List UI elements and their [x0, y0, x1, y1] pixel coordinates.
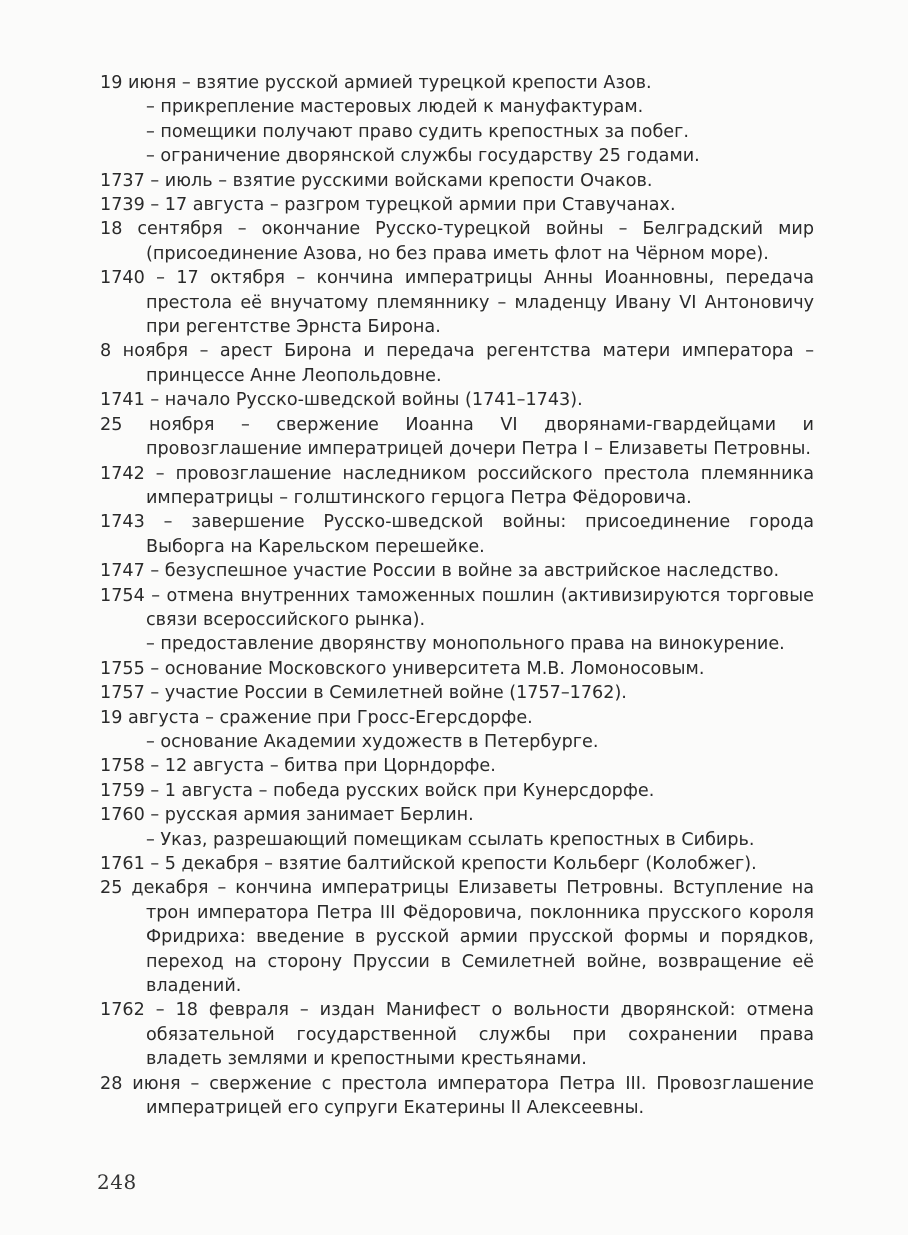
- chronology-entry: 1740 – 17 октября – кончина императрицы Анны Иоанновны, передача престола её внучатому племяннику – младенцу Ивану VI Антоновичу при регентстве Эрнста Бирона.: [100, 268, 814, 338]
- chronology-entry: 25 декабря – кончина императрицы Елизаветы Петровны. Вступление на трон императора Петра III Фёдоровича, поклонника прусского короля Фридриха: введение в русской армии прусской формы и порядков, переход на сторону Пруссии в Семилетней войне, возвращение её владений.: [100, 878, 814, 997]
- chronology-entry: 1760 – русская армия занимает Берлин.: [100, 805, 474, 826]
- chronology-entry: 1755 – основание Московского университета М.В. Ломоносовым.: [100, 658, 705, 679]
- chronology-entry: 1747 – безуспешное участие России в войне за австрийское наследство.: [100, 561, 780, 582]
- chronology-entry: 1758 – 12 августа – битва при Цорндорфе.: [100, 756, 496, 777]
- chronology-entry: 1739 – 17 августа – разгром турецкой армии при Ставучанах.: [100, 195, 676, 216]
- chronology-entry: 19 августа – сражение при Гросс-Егерсдорфе.: [100, 707, 533, 728]
- chronology-entry: 1741 – начало Русско-шведской войны (1741–1743).: [100, 390, 583, 411]
- chronology-entry: 1762 – 18 февраля – издан Манифест о вольности дворянской: отмена обязательной государственной службы при сохранении права владеть землями и крепостными крестьянами.: [100, 1000, 814, 1070]
- chronology-subentry: – прикрепление мастеровых людей к мануфактурам.: [146, 97, 644, 118]
- chronology-subentry: – ограничение дворянской службы государству 25 годами.: [146, 146, 700, 167]
- chronology-entry: 8 ноября – арест Бирона и передача регентства матери императора – принцессе Анне Леопольдовне.: [100, 341, 814, 386]
- chronology-list: [100, 71, 814, 1120]
- chronology-subentry: – предоставление дворянству монопольного права на винокурение.: [146, 634, 785, 655]
- chronology-entry: 25 ноября – свержение Иоанна VI дворянами-гвардейцами и провозглашение императрицей дочери Петра I – Елизаветы Петровны.: [100, 414, 814, 460]
- chronology-subentry: – основание Академии художеств в Петербурге.: [146, 731, 599, 752]
- chronology-entry: 1737 – июль – взятие русскими войсками крепости Очаков.: [100, 170, 653, 191]
- chronology-subentry: – Указ, разрешающий помещикам ссылать крепостных в Сибирь.: [146, 829, 755, 850]
- chronology-entry: 1759 – 1 августа – победа русских войск при Кунерсдорфе.: [100, 780, 655, 801]
- chronology-entry: 18 сентября – окончание Русско-турецкой войны – Белградский мир (присоединение Азова, но без права иметь флот на Чёрном море).: [100, 219, 814, 264]
- page-number: 248: [97, 1170, 137, 1194]
- chronology-entry: 28 июня – свержение с престола императора Петра III. Провозглашение императрицей его супруги Екатерины II Алексеевны.: [100, 1073, 814, 1119]
- chronology-entry: 1742 – провозглашение наследником российского престола племянника императрицы – голштинского герцога Петра Фёдоровича.: [100, 463, 814, 508]
- chronology-entry: 1754 – отмена внутренних таможенных пошлин (активизируются торговые связи всероссийского рынка).: [100, 585, 814, 630]
- chronology-entry: 1757 – участие России в Семилетней войне (1757–1762).: [100, 683, 627, 704]
- chronology-entry: 19 июня – взятие русской армией турецкой крепости Азов.: [100, 73, 652, 93]
- chronology-entry: 1761 – 5 декабря – взятие балтийской крепости Кольберг (Колобжег).: [100, 854, 757, 874]
- chronology-entry: 1743 – завершение Русско-шведской войны: присоединение города Выборга на Карельском перешейке.: [100, 512, 814, 557]
- chronology-subentry: – помещики получают право судить крепостных за побег.: [146, 121, 689, 142]
